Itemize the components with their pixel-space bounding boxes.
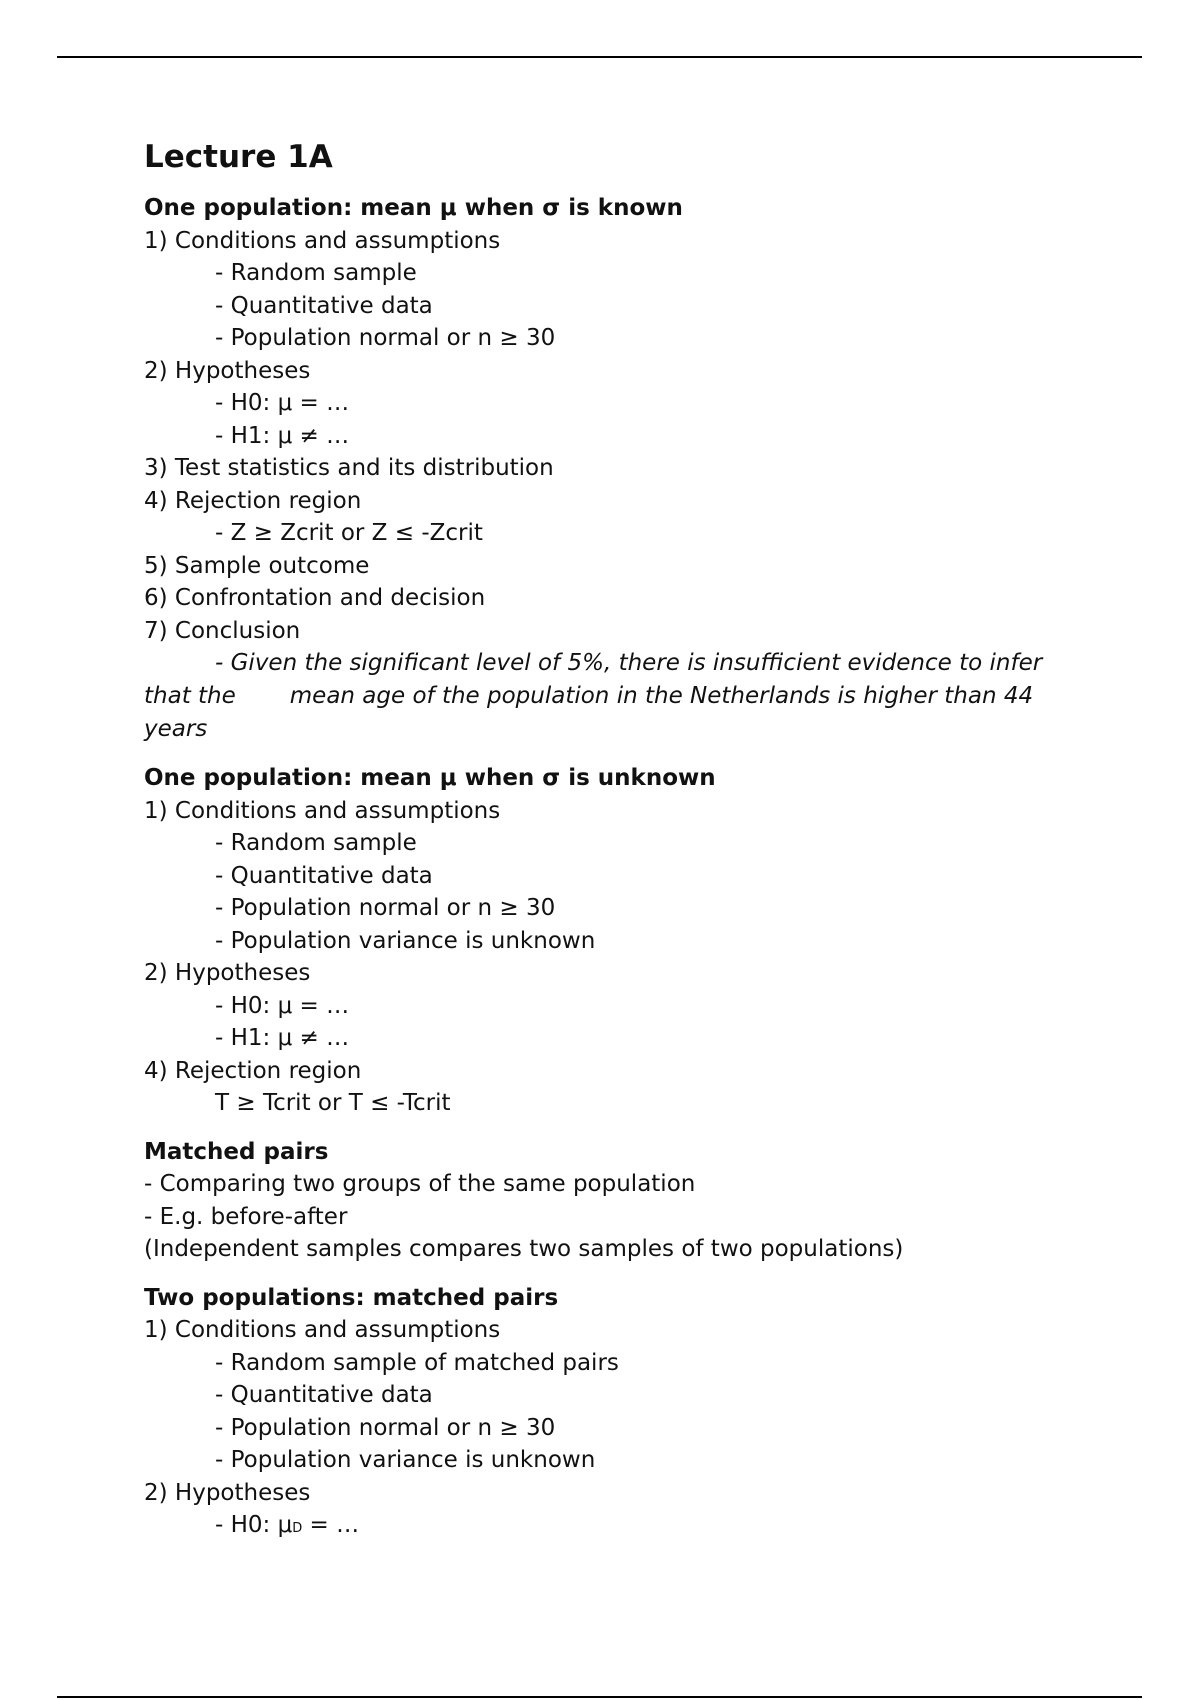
list-item: 5) Sample outcome — [144, 552, 370, 579]
list-item: 7) Conclusion — [144, 617, 301, 644]
conclusion-paragraph — [144, 647, 1044, 746]
list-item: - Comparing two groups of the same population — [144, 1171, 696, 1197]
list-item: - Population normal or n ≥ 30 — [215, 895, 556, 921]
page-title: Lecture 1A — [144, 139, 333, 175]
section-heading-two-populations: Two populations: matched pairs — [144, 1284, 559, 1311]
conclusion-text-part1: - Given the significant level of 5%, there is insufficient evidence to infer that the — [144, 650, 1043, 709]
list-item: - H1: μ ≠ … — [215, 422, 350, 449]
list-item: - E.g. before-after — [144, 1203, 348, 1230]
list-item: - Population normal or n ≥ 30 — [215, 325, 556, 351]
list-item: (Independent samples compares two samples of two populations) — [144, 1236, 904, 1262]
list-item: - Random sample of matched pairs — [215, 1349, 619, 1376]
list-item: - Random sample — [215, 830, 417, 856]
list-item: - Quantitative data — [215, 292, 433, 319]
list-item: 3) Test statistics and its distribution — [144, 455, 554, 481]
document-body — [144, 138, 1074, 1542]
list-item: - Population normal or n ≥ 30 — [215, 1414, 556, 1441]
list-item: - Population variance is unknown — [215, 927, 596, 954]
list-item: - Quantitative data — [215, 862, 433, 889]
list-item: - H0: μ = … — [215, 992, 350, 1019]
list-item: - Quantitative data — [215, 1382, 433, 1408]
list-item: 1) Conditions and assumptions — [144, 1317, 501, 1343]
bottom-rule — [57, 1696, 1142, 1698]
list-item: - Population variance is unknown — [215, 1447, 596, 1473]
list-item — [144, 1509, 1074, 1542]
list-item: - Random sample — [215, 260, 417, 286]
list-item: - H1: μ ≠ … — [215, 1025, 350, 1051]
list-item: 4) Rejection region — [144, 1057, 362, 1084]
hypothesis-suffix: = … — [302, 1512, 360, 1538]
list-item: 6) Confrontation and decision — [144, 585, 486, 611]
top-rule — [57, 56, 1142, 58]
section-heading-matched-pairs: Matched pairs — [144, 1138, 329, 1165]
list-item: - H0: μ = … — [215, 390, 350, 416]
list-item: T ≥ Tcrit or T ≤ -Tcrit — [215, 1090, 451, 1116]
list-item: 4) Rejection region — [144, 487, 362, 514]
list-item: 2) Hypotheses — [144, 960, 311, 986]
list-item: 2) Hypotheses — [144, 357, 311, 384]
section-heading-sigma-unknown: One population: mean μ when σ is unknown — [144, 765, 716, 791]
list-item: 2) Hypotheses — [144, 1479, 311, 1506]
section-heading-sigma-known: One population: mean μ when σ is known — [144, 195, 683, 221]
list-item: 1) Conditions and assumptions — [144, 227, 501, 254]
conclusion-text-part2: mean age of the population in the Netherlands is higher than 44 years — [144, 683, 1034, 742]
hypothesis-subscript: D — [292, 1521, 303, 1536]
list-item: 1) Conditions and assumptions — [144, 797, 501, 824]
list-item: - Z ≥ Zcrit or Z ≤ -Zcrit — [215, 520, 483, 546]
hypothesis-prefix: - H0: μ — [215, 1512, 293, 1538]
